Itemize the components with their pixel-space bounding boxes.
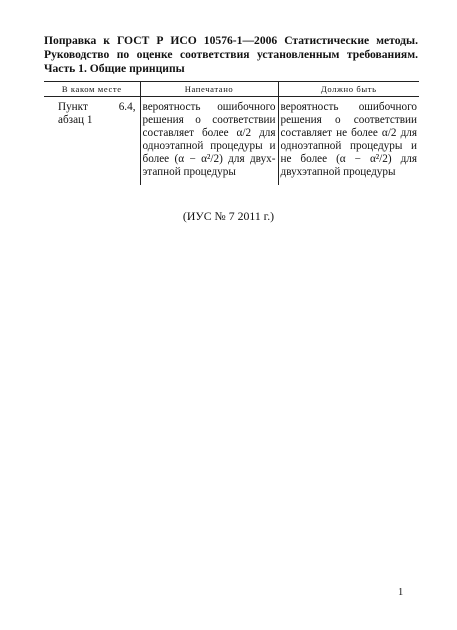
header-should-be: Должно быть: [278, 82, 419, 97]
correction-table: [44, 81, 419, 185]
table-row: [44, 97, 419, 186]
header-where: В каком месте: [44, 82, 140, 97]
publication-source: (ИУС № 7 2011 г.): [182, 209, 275, 223]
page-number: 1: [398, 587, 404, 598]
cell-where: Пункт 6.4, абзац 1: [58, 101, 136, 126]
table-header-row: [44, 82, 419, 97]
document-title: Поправка к ГОСТ Р ИСО 10576-1—2006 Статистические методы. Руководство по оценке соответствия установленным требованиям. Часть 1. Общие принципы: [44, 34, 418, 75]
cell-should-be: вероятность ошибочного решения о соответствии составляет не более α/2 для одноэтапной процедуры и не более (α − α²/2) для двухэтапной процедуры: [278, 97, 419, 186]
header-printed: Напечатано: [140, 82, 278, 97]
cell-printed: вероятность ошибочного решения о соответствии составляет более α/2 для одноэтапной процедуры и более (α − α²/2) для двухэтапной процедуры: [140, 97, 278, 186]
